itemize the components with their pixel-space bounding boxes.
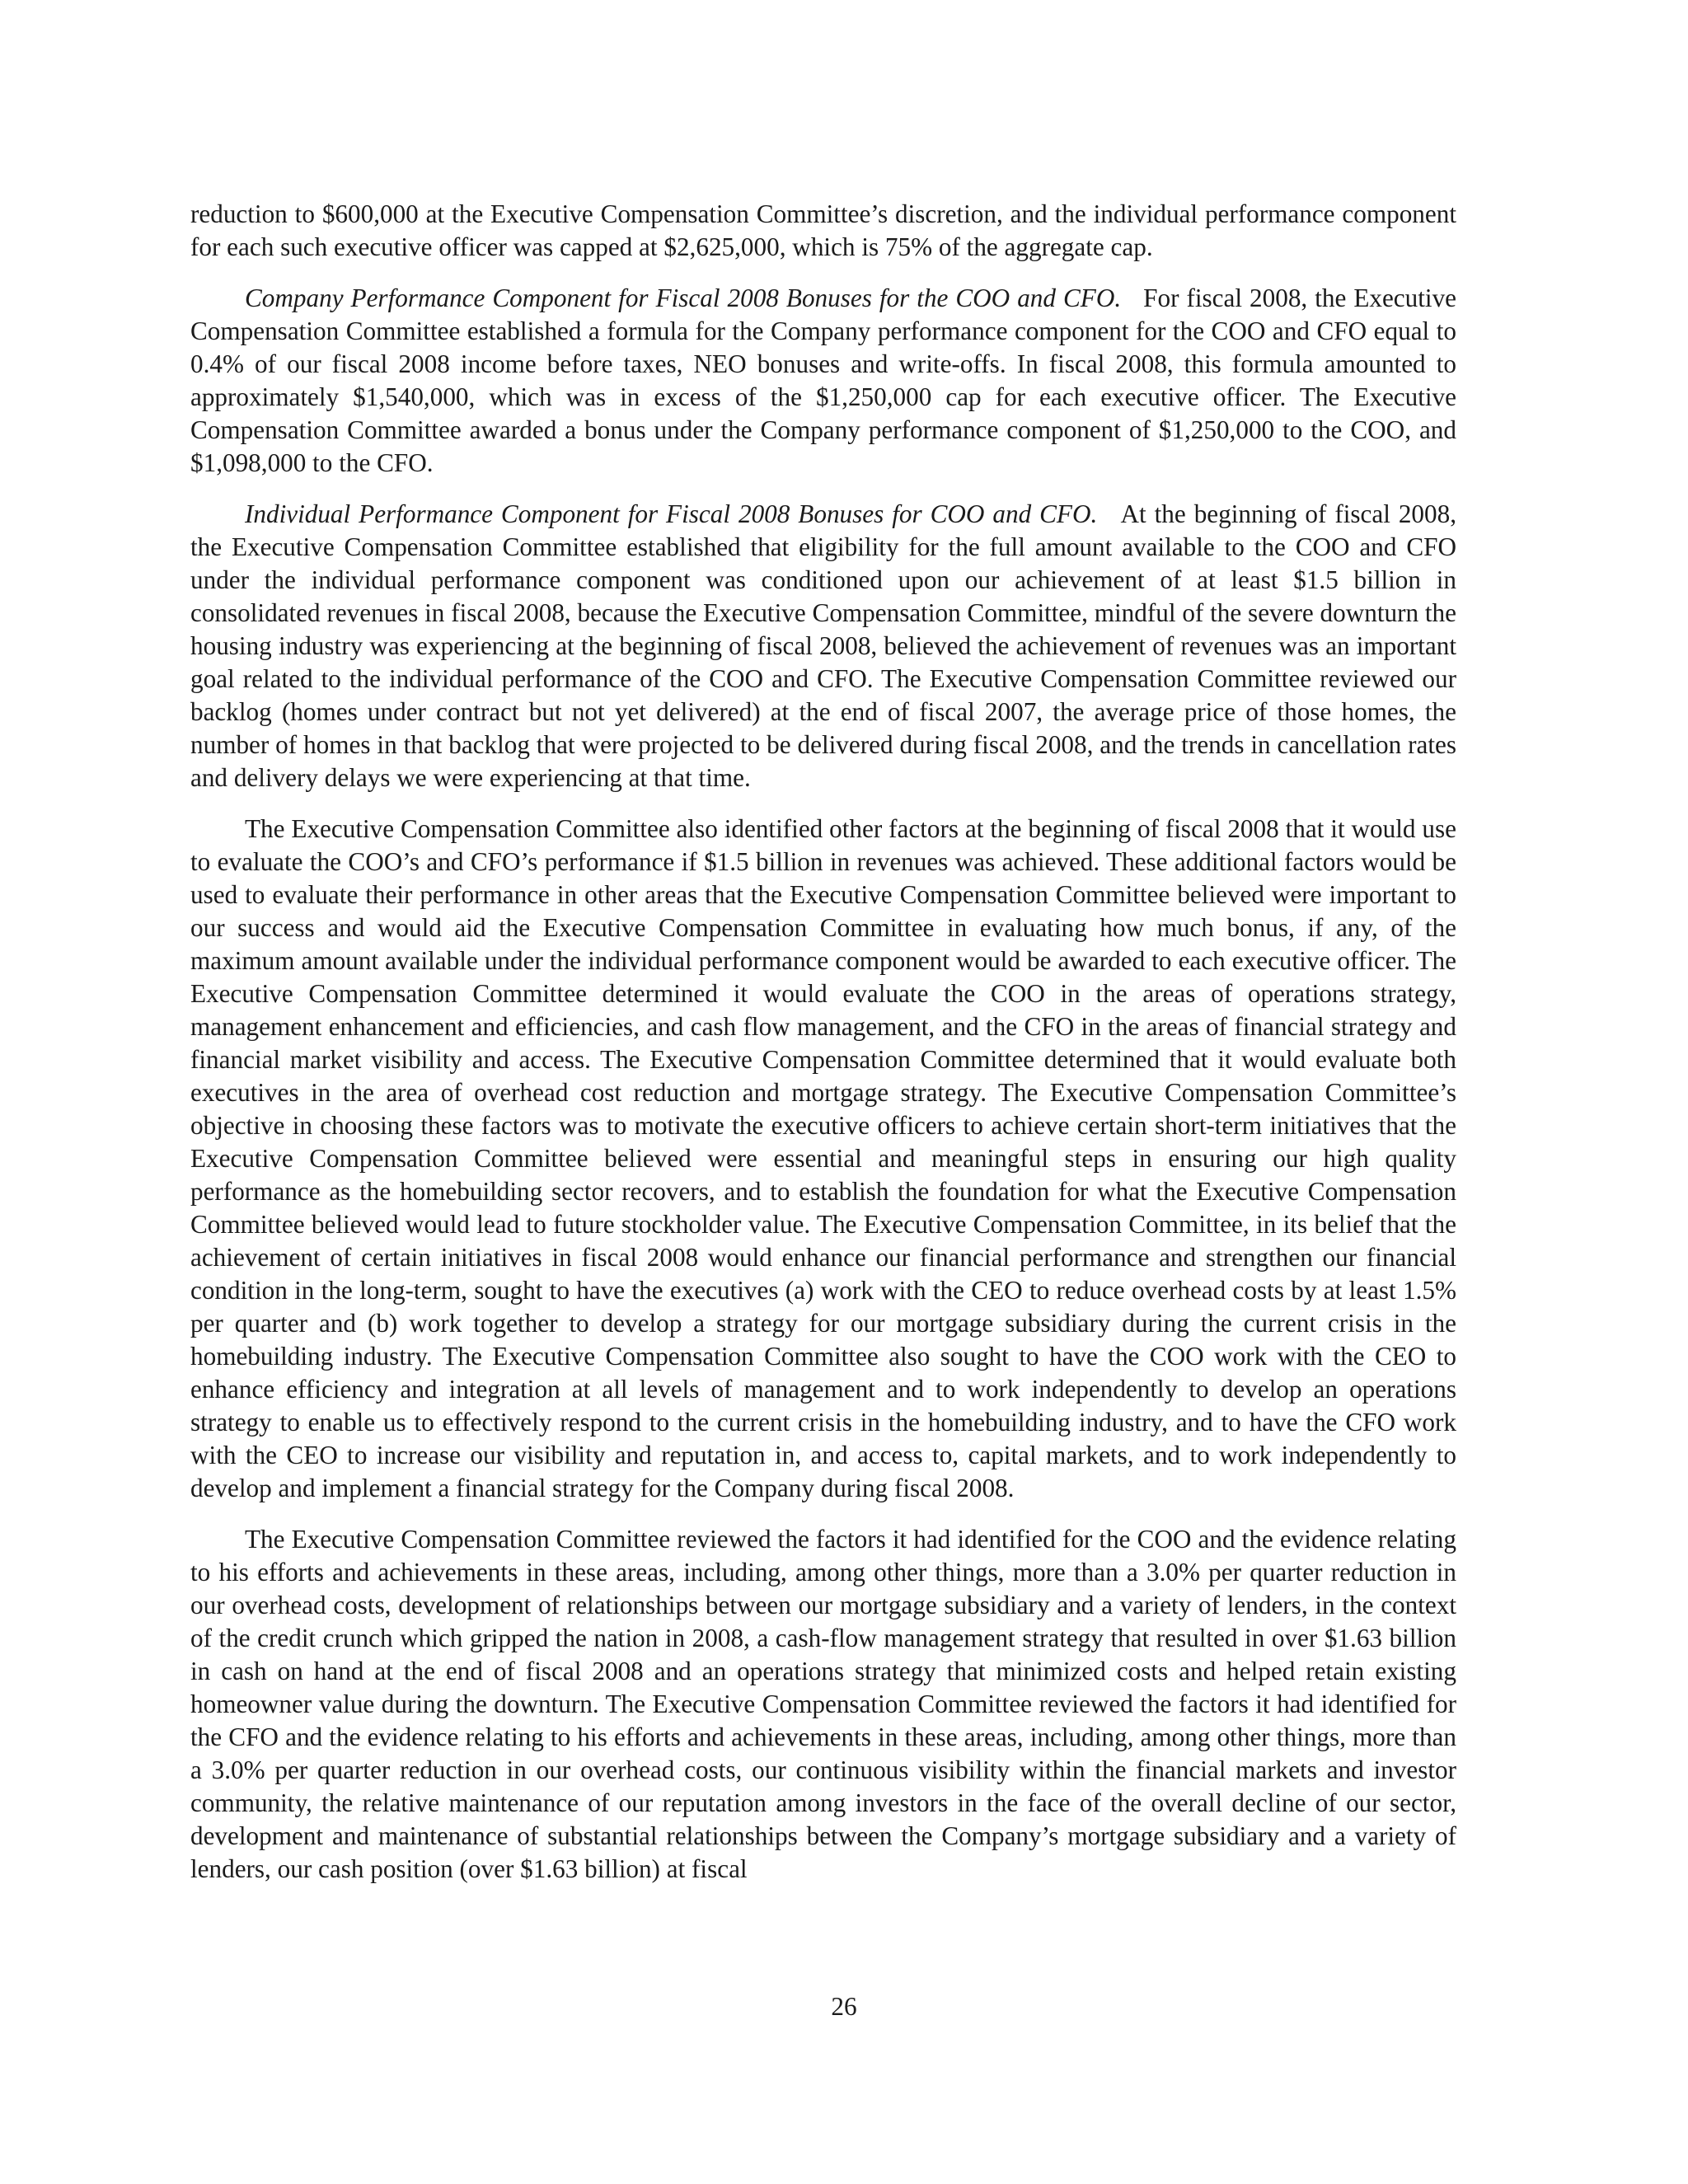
paragraph-5-text: The Executive Compensation Committee reviewed the factors it had identified for the COO and the evidence relating to his efforts and achievements in these areas, including, among other things, more than a 3.0% per quarter reduction in our overhead costs, development of relationships between our mortgage subsidiary and a variety of lenders, in the context of the credit crunch which gripped the nation in 2008, a cash-flow management strategy that resulted in over $1.63 billion in cash on hand at the end of fiscal 2008 and an operations strategy that minimized costs and helped retain existing homeowner value during the downturn. The Executive Compensation Committee reviewed the factors it had identified for the CFO and the evidence relating to his efforts and achievements in these areas, including, among other things, more than a 3.0% per quarter reduction in our overhead costs, our continuous visibility within the financial markets and investor community, the relative maintenance of our reputation among investors in the face of the overall decline of our sector, development and maintenance of substantial relationships between the Company’s mortgage subsidiary and a variety of lenders, our cash position (over $1.63 billion) at fiscal: [190, 1525, 1456, 1883]
page-number: 26: [831, 1992, 857, 2021]
paragraph-3-text: At the beginning of fiscal 2008, the Executive Compensation Committee established that eligibility for the full amount available to the COO and CFO under the individual performance component was conditioned upon our achievement of at least $1.5 billion in consolidated revenues in fiscal 2008, because the Executive Compensation Committee, mindful of the severe downturn the housing industry was experiencing at the beginning of fiscal 2008, believed the achievement of revenues was an important goal related to the individual performance of the COO and CFO. The Executive Compensation Committee reviewed our backlog (homes under contract but not yet delivered) at the end of fiscal 2007, the average price of those homes, the number of homes in that backlog that were projected to be delivered during fiscal 2008, and the trends in cancellation rates and delivery delays we were experiencing at that time.: [190, 499, 1457, 792]
paragraph-5: [190, 1523, 1456, 1886]
document-body: [190, 198, 1456, 1904]
paragraph-4: [190, 813, 1456, 1505]
paragraph-2: [190, 282, 1456, 480]
paragraph-3-heading: Individual Performance Component for Fiscal 2008 Bonuses for COO and CFO.: [245, 499, 1098, 528]
paragraph-3: [190, 498, 1456, 794]
paragraph-1-text: reduction to $600,000 at the Executive Compensation Committee’s discretion, and the individual performance component for each such executive officer was capped at $2,625,000, which is 75% of the aggregate cap.: [190, 199, 1456, 261]
paragraph-1: [190, 198, 1456, 264]
paragraph-4-text: The Executive Compensation Committee also identified other factors at the beginning of fiscal 2008 that it would use to evaluate the COO’s and CFO’s performance if $1.5 billion in revenues was achieved. These additional factors would be used to evaluate their performance in other areas that the Executive Compensation Committee believed were important to our success and would aid the Executive Compensation Committee in evaluating how much bonus, if any, of the maximum amount available under the individual performance component would be awarded to each executive officer. The Executive Compensation Committee determined it would evaluate the COO in the areas of operations strategy, management enhancement and efficiencies, and cash flow management, and the CFO in the areas of financial strategy and financial market visibility and access. The Executive Compensation Committee determined that it would evaluate both executives in the area of overhead cost reduction and mortgage strategy. The Executive Compensation Committee’s objective in choosing these factors was to motivate the executive officers to achieve certain short-term initiatives that the Executive Compensation Committee believed were essential and meaningful steps in ensuring our high quality performance as the homebuilding sector recovers, and to establish the foundation for what the Executive Compensation Committee believed would lead to future stockholder value. The Executive Compensation Committee, in its belief that the achievement of certain initiatives in fiscal 2008 would enhance our financial performance and strengthen our financial condition in the long-term, sought to have the executives (a) work with the CEO to reduce overhead costs by at least 1.5% per quarter and (b) work together to develop a strategy for our mortgage subsidiary during the current crisis in the homebuilding industry. The Executive Compensation Committee also sought to have the COO work with the CEO to enhance efficiency and integration at all levels of management and to work independently to develop an operations strategy to enable us to effectively respond to the current crisis in the homebuilding industry, and to have the CFO work with the CEO to increase our visibility and reputation in, and access to, capital markets, and to work independently to develop and implement a financial strategy for the Company during fiscal 2008.: [190, 814, 1456, 1502]
paragraph-2-text: For fiscal 2008, the Executive Compensation Committee established a formula for the Company performance component for the COO and CFO equal to 0.4% of our fiscal 2008 income before taxes, NEO bonuses and write-offs. In fiscal 2008, this formula amounted to approximately $1,540,000, which was in excess of the $1,250,000 cap for each executive officer. The Executive Compensation Committee awarded a bonus under the Company performance component of $1,250,000 to the COO, and $1,098,000 to the CFO.: [190, 284, 1457, 477]
paragraph-2-heading: Company Performance Component for Fiscal 2008 Bonuses for the COO and CFO.: [245, 284, 1122, 312]
